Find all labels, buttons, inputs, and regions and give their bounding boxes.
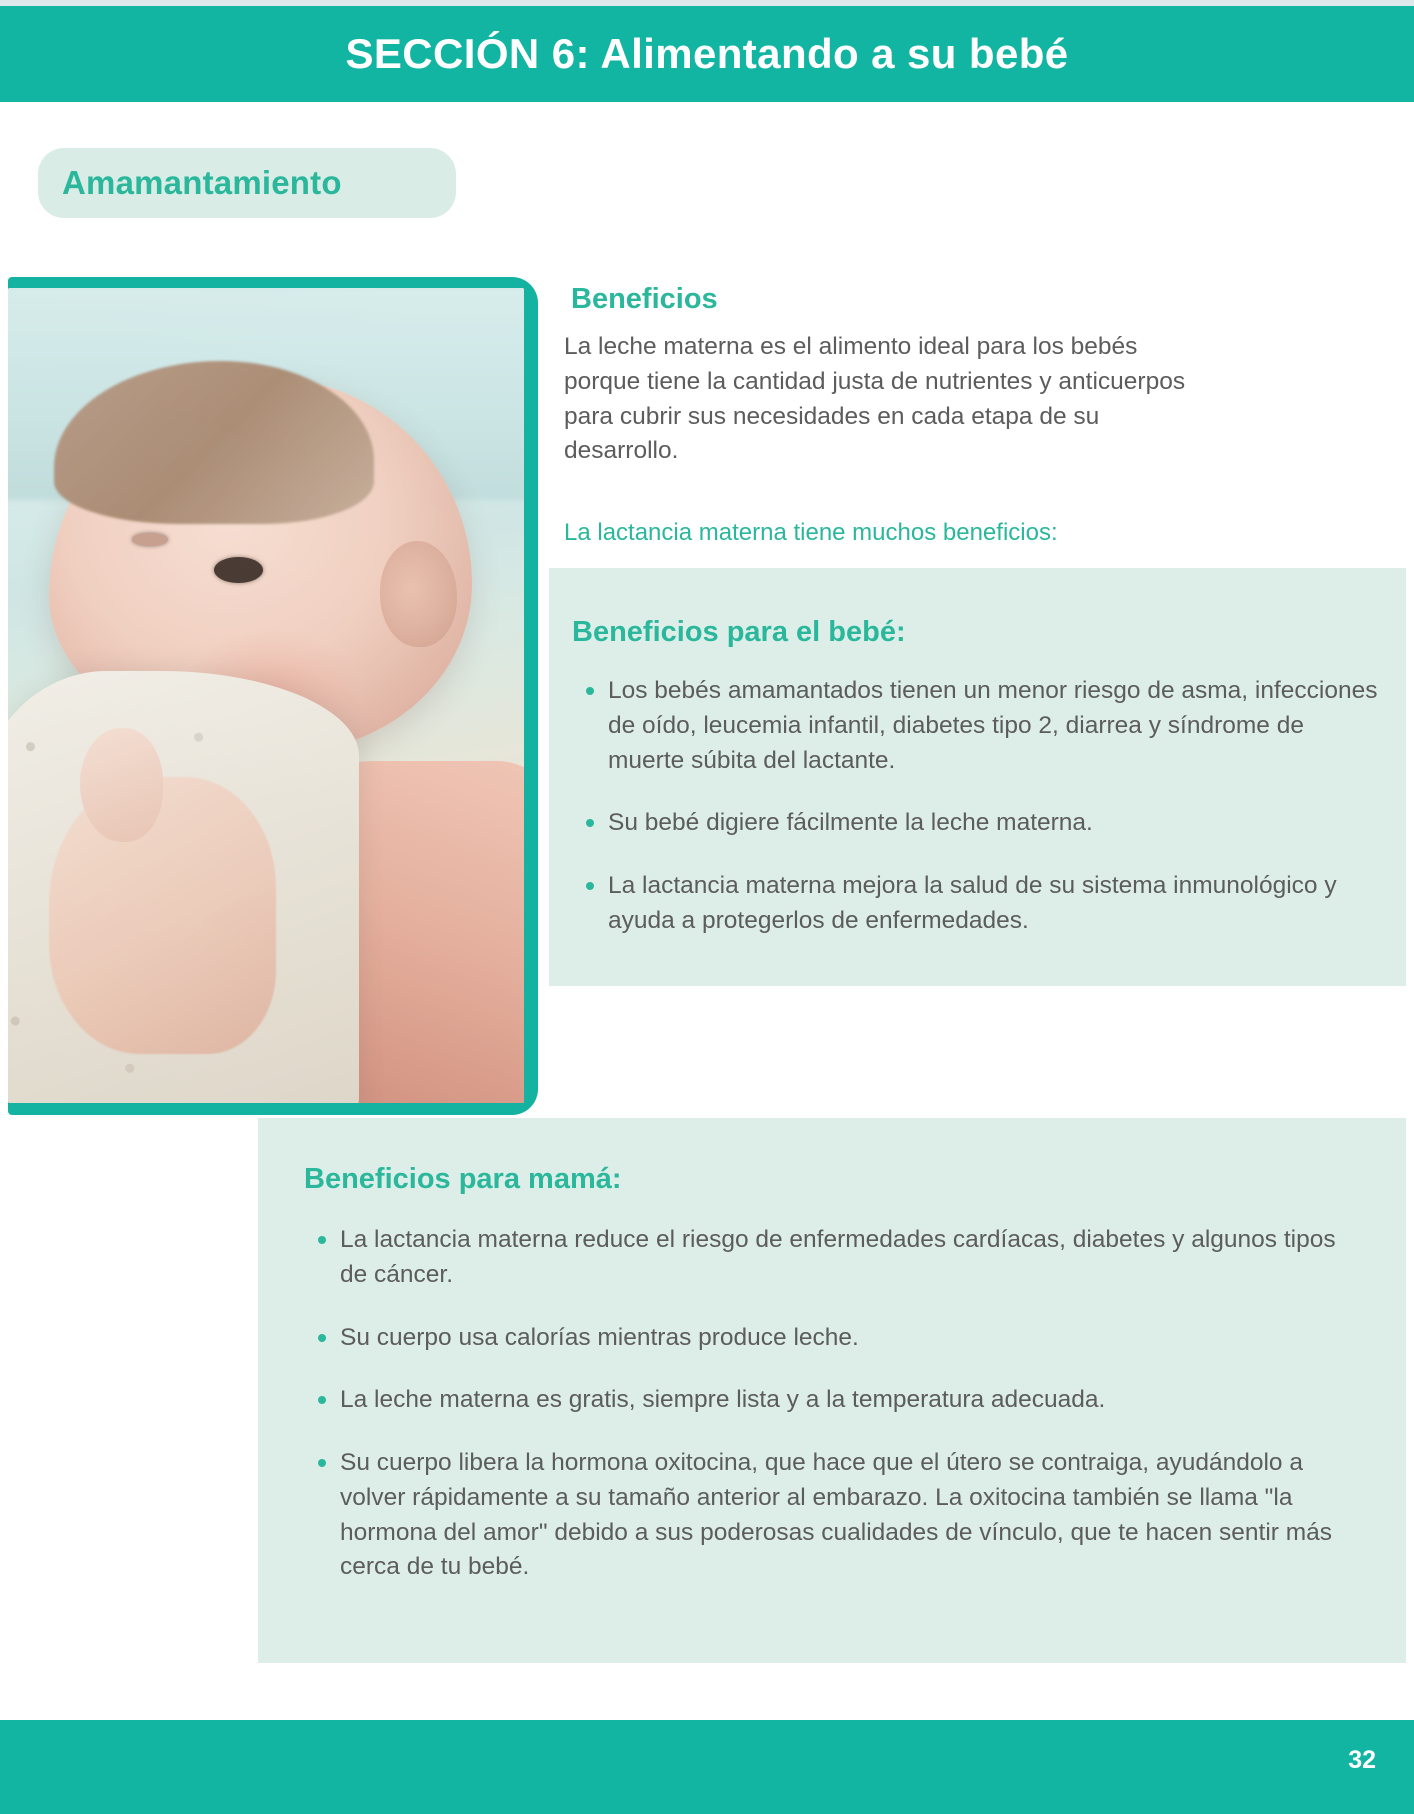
intro-block [564,283,1204,547]
intro-subline: La lactancia materna tiene muchos beneficios: [564,519,1058,547]
baby-benefits-heading: Beneficios para el bebé: [572,616,906,648]
photo-frame [8,277,538,1115]
photo-grain-overlay [8,288,524,1103]
list-item: La lactancia materna mejora la salud de su sistema inmunológico y ayuda a protegerlos de enfermedades. [572,869,1378,939]
footer-bar [0,1720,1414,1814]
page-number: 32 [1348,1746,1376,1774]
list-item: Su bebé digiere fácilmente la leche materna. [572,806,1378,841]
breastfeeding-baby-photo [8,288,524,1103]
list-item: La lactancia materna reduce el riesgo de enfermedades cardíacas, diabetes y algunos tipos de cáncer. [304,1223,1366,1293]
section-header-bar [0,6,1414,102]
baby-benefits-panel [549,568,1406,986]
mom-benefits-panel [258,1118,1406,1663]
section-tag-amamantamiento [38,148,456,218]
mom-benefits-list [304,1223,1366,1585]
section-tag-label: Amamantamiento [62,164,342,201]
list-item: La leche materna es gratis, siempre lista y a la temperatura adecuada. [304,1383,1366,1418]
intro-body-text: La leche materna es el alimento ideal para los bebés porque tiene la cantidad justa de nutrientes y anticuerpos para cubrir sus necesidades en cada etapa de su desarrollo. [564,333,1186,465]
list-item: Los bebés amamantados tienen un menor riesgo de asma, infecciones de oído, leucemia infantil, diabetes tipo 2, diarrea y síndrome de muerte súbita del lactante. [572,674,1378,778]
baby-benefits-list [572,674,1378,939]
page-title: SECCIÓN 6: Alimentando a su bebé [345,30,1069,77]
intro-heading: Beneficios [571,283,718,315]
list-item: Su cuerpo libera la hormona oxitocina, que hace que el útero se contraiga, ayudándolo a volver rápidamente a su tamaño anterior al embarazo. La oxitocina también se llama "la hormona del amor" debido a sus poderosas cualidades de vínculo, que te hacen sentir más cerca de tu bebé. [304,1446,1366,1585]
mom-benefits-heading: Beneficios para mamá: [304,1163,622,1195]
list-item: Su cuerpo usa calorías mientras produce leche. [304,1321,1366,1356]
